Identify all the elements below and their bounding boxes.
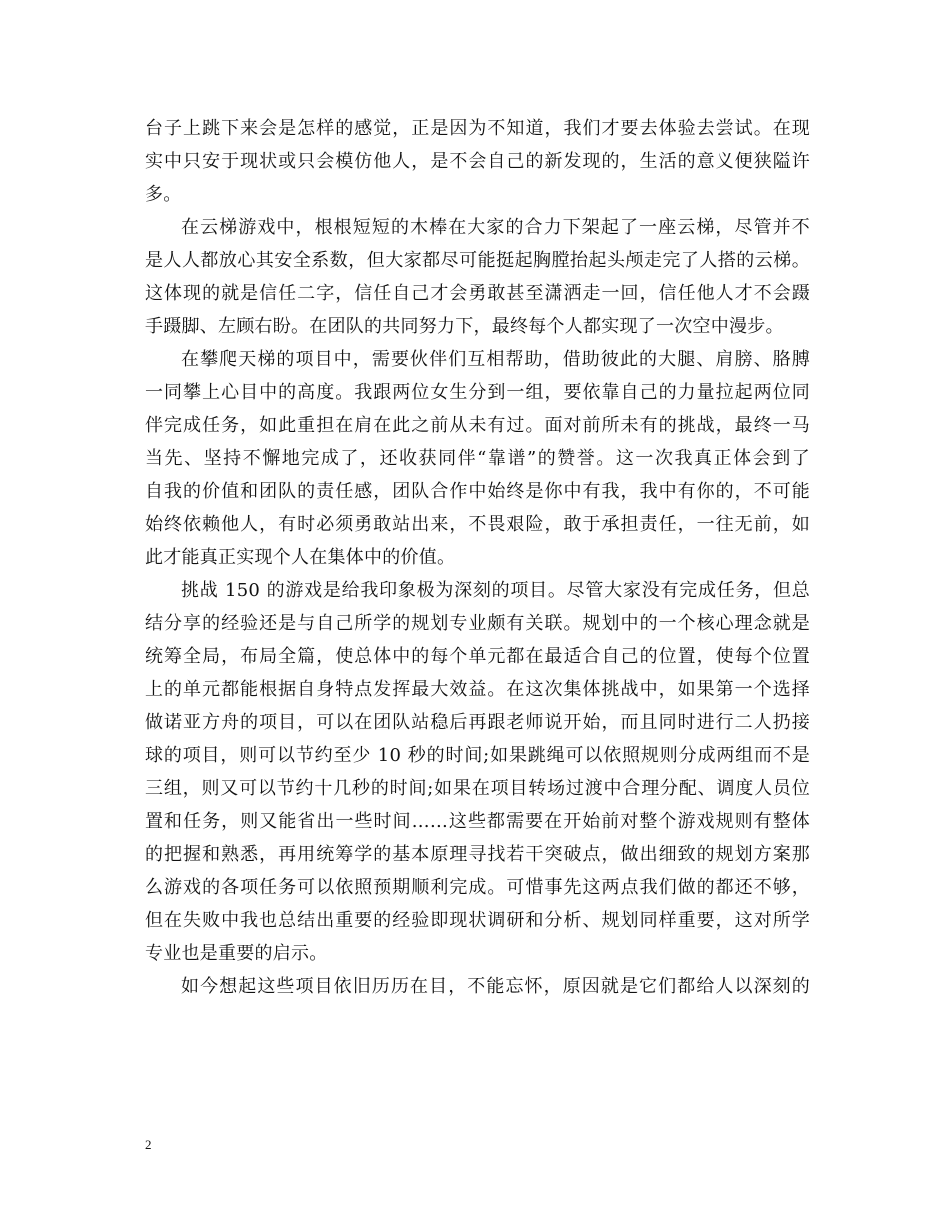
text-line: 统筹全局，布局全篇，使总体中的每个单元都在最适合自己的位置，使每个位置 [145, 646, 810, 667]
text-line: 球的项目，则可以节约至少 10 秒的时间;如果跳绳可以依照规则分成两组而不是 [145, 745, 810, 766]
text-line: 台子上跳下来会是怎样的感觉，正是因为不知道，我们才要去体验去尝试。在现 [145, 118, 810, 139]
text-line: 的把握和熟悉，再用统筹学的基本原理寻找若干突破点，做出细致的规划方案那 [145, 844, 810, 865]
text-line: 在云梯游戏中，根根短短的木棒在大家的合力下架起了一座云梯，尽管并不 [181, 217, 810, 238]
text-line: 置和任务，则又能省出一些时间……这些都需要在开始前对整个游戏规则有整体 [145, 811, 810, 832]
text-line: 但在失败中我也总结出重要的经验即现状调研和分析、规划同样重要，这对所学 [145, 910, 810, 931]
text-line: 自我的价值和团队的责任感，团队合作中始终是你中有我，我中有你的，不可能 [145, 481, 810, 502]
text-line: 是人人都放心其安全系数，但大家都尽可能挺起胸膛抬起头颅走完了人搭的云梯。 [145, 250, 810, 271]
text-line: 在攀爬天梯的项目中，需要伙伴们互相帮助，借助彼此的大腿、肩膀、胳膊 [181, 349, 810, 370]
text-line: 做诺亚方舟的项目，可以在团队站稳后再跟老师说开始，而且同时进行二人扔接 [145, 712, 810, 733]
text-line: 如今想起这些项目依旧历历在目，不能忘怀，原因就是它们都给人以深刻的 [181, 976, 810, 997]
text-line: 伴完成任务，如此重担在肩在此之前从未有过。面对前所未有的挑战，最终一马 [145, 415, 810, 436]
text-line: 专业也是重要的启示。 [145, 943, 328, 964]
text-line: 么游戏的各项任务可以依照预期顺利完成。可惜事先这两点我们做的都还不够， [145, 877, 810, 898]
text-line: 当先、坚持不懈地完成了，还收获同伴“靠谱”的赞誉。这一次我真正体会到了 [145, 448, 810, 469]
text-line: 此才能真正实现个人在集体中的价值。 [145, 547, 456, 568]
body-text [145, 112, 810, 1003]
text-line: 挑战 150 的游戏是给我印象极为深刻的项目。尽管大家没有完成任务，但总 [181, 580, 810, 601]
text-line: 这体现的就是信任二字，信任自己才会勇敢甚至潇洒走一回，信任他人才不会蹑 [145, 283, 810, 304]
text-line: 结分享的经验还是与自己所学的规划专业颇有关联。规划中的一个核心理念就是 [145, 613, 810, 634]
text-line: 上的单元都能根据自身特点发挥最大效益。在这次集体挑战中，如果第一个选择 [145, 679, 810, 700]
text-line: 实中只安于现状或只会模仿他人，是不会自己的新发现的，生活的意义便狭隘许 [145, 151, 810, 172]
text-line: 始终依赖他人，有时必须勇敢站出来，不畏艰险，敢于承担责任，一往无前，如 [145, 514, 810, 535]
text-line: 一同攀上心目中的高度。我跟两位女生分到一组，要依靠自己的力量拉起两位同 [145, 382, 810, 403]
text-line: 手蹑脚、左顾右盼。在团队的共同努力下，最终每个人都实现了一次空中漫步。 [145, 316, 784, 337]
text-line: 多。 [145, 184, 182, 205]
text-line: 三组，则又可以节约十几秒的时间;如果在项目转场过渡中合理分配、调度人员位 [145, 778, 810, 799]
page-number: 2 [145, 1137, 152, 1152]
